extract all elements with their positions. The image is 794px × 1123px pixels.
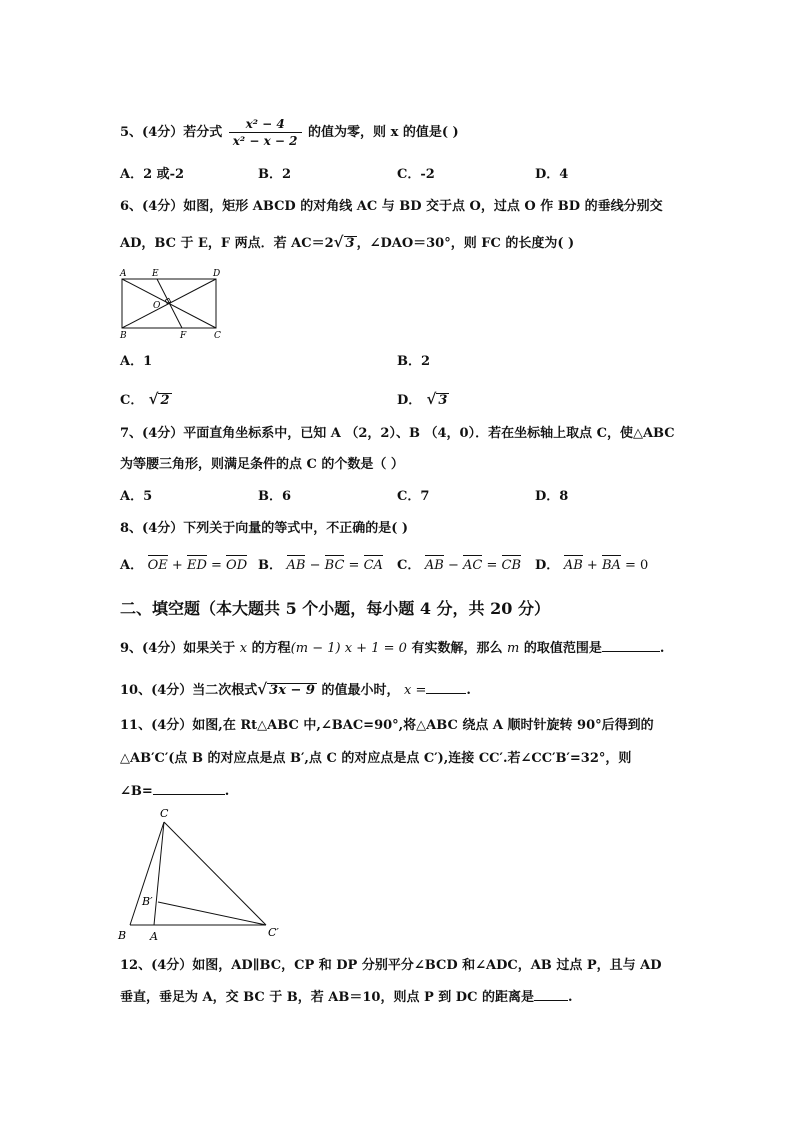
label-C: C	[214, 331, 221, 340]
question-10: 10、(4分）当二次根式√ 3x − 9 的值最小时， x = .	[120, 680, 471, 698]
q11-end: .	[224, 784, 230, 799]
operator: =	[206, 558, 227, 573]
question-6-line2: AD，BC 于 E，F 两点．若 AC＝2√ 3 ，∠DAO＝30°，则 FC 的长度为( )	[120, 233, 575, 251]
q6-option-d: D． √ 3	[397, 390, 448, 408]
q7-option-c: C．7	[397, 489, 430, 504]
vector: AB	[563, 558, 583, 573]
q10-end: .	[466, 683, 471, 698]
question-7-line1: 7、(4分）平面直角坐标系中，已知 A （2，2）、B （4，0）．若在坐标轴上取点 C，使△ABC	[120, 426, 675, 441]
q10-radical: 3x − 9	[269, 683, 315, 698]
vector: BC	[324, 558, 345, 573]
q5-option-a: A．2 或-2	[120, 167, 185, 182]
vector: AB	[424, 558, 444, 573]
q6-line2-b: ，∠DAO＝30°，则 FC 的长度为( )	[356, 236, 575, 251]
q6-option-d-label: D．	[397, 393, 422, 408]
question-7-line2: 为等腰三角形，则满足条件的点 C 的个数是（ ）	[120, 457, 404, 472]
vector: AC	[463, 558, 483, 573]
q9-equation: (m − 1) x + 1 = 0	[290, 641, 407, 656]
question-11-line3	[120, 782, 229, 801]
label-C-prime: C′	[268, 926, 279, 939]
label-C: C	[160, 807, 169, 820]
q10-text-a: 10、(4分）当二次根式	[120, 683, 258, 698]
vector: CA	[363, 558, 383, 573]
q10-text-b: 的值最小时，	[321, 683, 400, 698]
q6-option-c-label: C．	[120, 393, 144, 408]
question-9	[120, 639, 664, 658]
q8-option-a-label: A．	[120, 558, 144, 573]
vector: AB	[286, 558, 306, 573]
vector: ED	[186, 558, 207, 573]
q5-numerator: x² − 4	[229, 116, 302, 133]
operator: =	[344, 558, 364, 573]
label-B: B	[120, 331, 127, 340]
operator: +	[582, 558, 602, 573]
vector: OD	[226, 558, 248, 573]
label-B-prime: B′	[142, 895, 153, 908]
label-D: D	[213, 269, 221, 279]
label-B: B	[118, 929, 127, 942]
q11-answer-blank[interactable]	[153, 782, 225, 795]
q8-option-d-label: D．	[535, 558, 560, 573]
q8-option-d	[535, 557, 648, 575]
q12-text: 垂直，垂足为 A，交 BC 于 B，若 AB＝10，则点 P 到 DC 的距离是	[120, 990, 534, 1005]
q6-option-d-sqrt: 3	[438, 393, 448, 408]
operator: −	[443, 558, 464, 573]
q6-line2-a: AD，BC 于 E，F 两点．若 AC＝2	[120, 236, 334, 251]
q10-var-x: x =	[404, 683, 427, 698]
q9-text-a: 9、(4分）如果关于	[120, 641, 236, 656]
q8-option-b-label: B．	[258, 558, 282, 573]
q6-option-a: A．1	[120, 354, 153, 369]
q11-angle-b: ∠B=	[120, 784, 153, 799]
operator: −	[305, 558, 325, 573]
q9-end: .	[659, 641, 665, 656]
q5-option-c: C．-2	[397, 167, 435, 182]
q9-var-m: m	[506, 641, 520, 656]
q7-option-b: B．6	[258, 489, 292, 504]
q9-text-d: 的取值范围是	[523, 641, 602, 656]
rectangle-figure	[116, 266, 228, 340]
q8-option-b	[258, 557, 383, 575]
question-12-line1: 12、(4分）如图，AD∥BC，CP 和 DP 分别平分∠BCD 和∠ADC，AB 过点 P，且与 AD	[120, 958, 662, 973]
question-11-line1: 11、(4分）如图,在 Rt△ABC 中,∠BAC=90°,将△ABC 绕点 A 顺时针旋转 90°后得到的	[120, 718, 654, 733]
q10-answer-blank[interactable]	[426, 681, 466, 694]
label-A: A	[120, 269, 127, 279]
label-F: F	[180, 331, 187, 340]
q6-option-c-sqrt: 2	[160, 393, 170, 408]
q6-option-b: B．2	[397, 354, 431, 369]
q9-var-x: x	[239, 641, 248, 656]
q12-answer-blank[interactable]	[534, 988, 568, 1001]
q5-prefix: 5、(4分）若分式	[120, 125, 223, 140]
section-title: 二、填空题（本大题共 5 个小题，每小题 4 分，共 20 分）	[120, 599, 550, 618]
q5-option-b: B．2	[258, 167, 292, 182]
question-12-line2	[120, 988, 572, 1007]
label-O: O	[153, 301, 161, 311]
operator: +	[167, 558, 187, 573]
q9-answer-blank[interactable]	[602, 639, 660, 652]
question-8: 8、(4分）下列关于向量的等式中，不正确的是( )	[120, 521, 409, 536]
q5-fraction	[229, 116, 302, 149]
q6-line2-sqrt: 3	[345, 236, 355, 251]
q7-option-d: D．8	[535, 489, 569, 504]
q12-end: .	[567, 990, 573, 1005]
label-A: A	[150, 930, 158, 943]
question-5	[120, 116, 459, 149]
q8-option-c	[397, 557, 521, 575]
question-6-line1: 6、(4分）如图，矩形 ABCD 的对角线 AC 与 BD 交于点 O，过点 O 作 BD 的垂线分别交	[120, 199, 663, 214]
q5-denominator: x² − x − 2	[232, 134, 298, 148]
operator: =	[482, 558, 502, 573]
vector: BA	[601, 558, 621, 573]
triangle-figure	[114, 804, 290, 944]
q8-option-c-label: C．	[397, 558, 421, 573]
vector: CB	[501, 558, 522, 573]
q5-option-d: D．4	[535, 167, 569, 182]
q8-option-a	[120, 557, 247, 575]
q5-suffix: 的值为零，则 x 的值是( )	[308, 125, 459, 140]
operator: = 0	[620, 558, 649, 573]
question-11-line2: △AB′C′(点 B 的对应点是点 B′,点 C 的对应点是点 C′),连接 CC′.若∠CC′B′=32°，则	[120, 751, 632, 766]
q6-option-c: C． √ 2	[120, 390, 170, 408]
q9-text-b: 的方程	[251, 641, 291, 656]
q7-option-a: A．5	[120, 489, 153, 504]
q9-text-c: 有实数解，那么	[411, 641, 503, 656]
label-E: E	[152, 269, 159, 279]
vector: OE	[147, 558, 168, 573]
